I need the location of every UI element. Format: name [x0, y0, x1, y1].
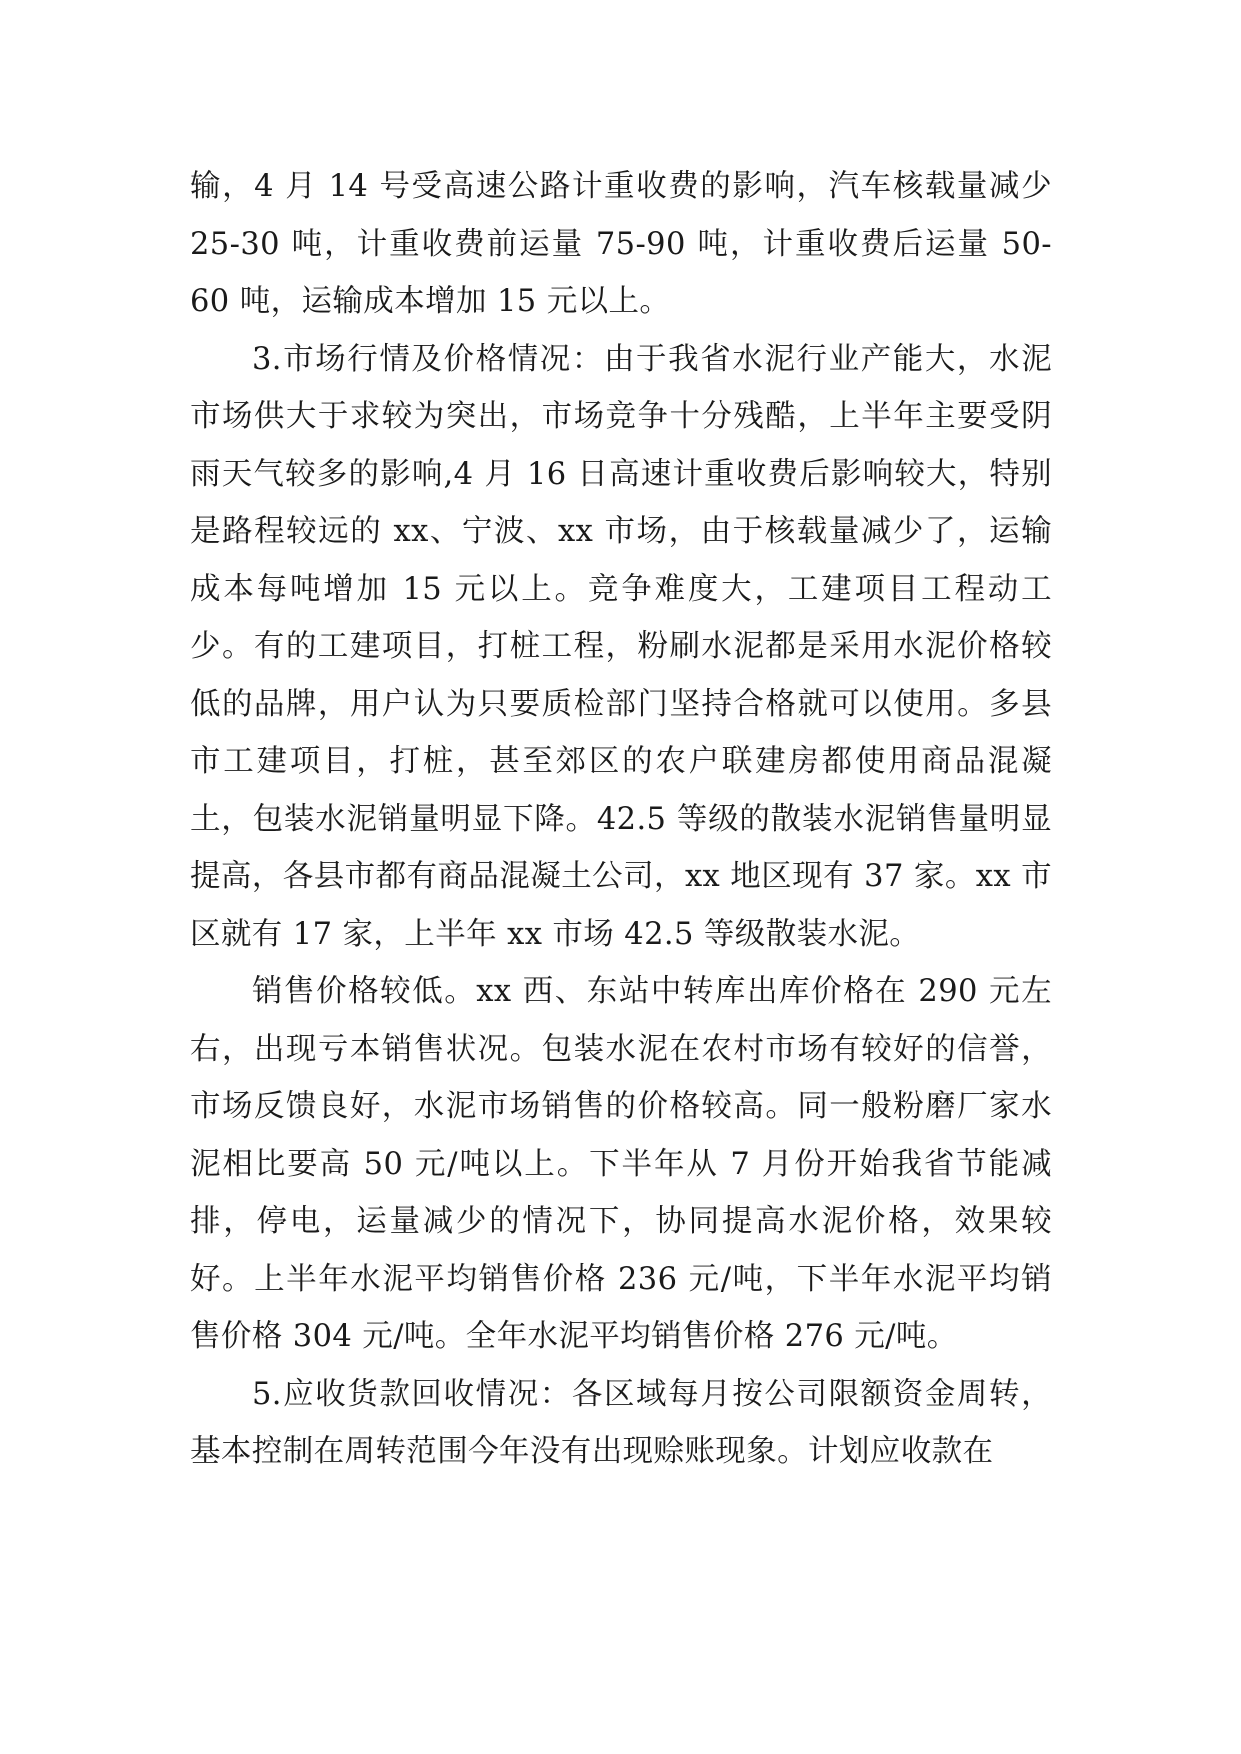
paragraph-transport-cost: 输，4 月 14 号受高速公路计重收费的影响，汽车核载量减少 25-30 吨，计重收费前运量 75-90 吨，计重收费后运量 50-60 吨，运输成本增加 15 元以上。: [190, 169, 1052, 319]
paragraph-receivables: 5.应收货款回收情况：各区域每月按公司限额资金周转，基本控制在周转范围今年没有出现赊账现象。计划应收款在: [190, 1376, 1052, 1469]
paragraph-sales-price: 销售价格较低。xx 西、东站中转库出库价格在 290 元左右，出现亏本销售状况。包装水泥在农村市场有较好的信誉，市场反馈良好，水泥市场销售的价格较高。同一般粉磨厂家水泥相比要高 50 元/吨以上。下半年从 7 月份开始我省节能减排，停电，运量减少的情况下，协同提高水泥价格，效果较好。上半年水泥平均销售价格 236 元/吨，下半年水泥平均销售价格 304 元/吨。全年水泥平均销售价格 276 元/吨。: [190, 974, 1052, 1354]
document-body: [190, 158, 1052, 1481]
paragraph-market-price: 3.市场行情及价格情况：由于我省水泥行业产能大，水泥市场供大于求较为突出，市场竞争十分残酷，上半年主要受阴雨天气较多的影响,4 月 16 日高速计重收费后影响较大，特别是路程较远的 xx、宁波、xx 市场，由于核载量减少了，运输成本每吨增加 15 元以上。竞争难度大，工建项目工程动工少。有的工建项目，打桩工程，粉刷水泥都是采用水泥价格较低的品牌，用户认为只要质检部门坚持合格就可以使用。多县市工建项目，打桩，甚至郊区的农户联建房都使用商品混凝土，包装水泥销量明显下降。42.5 等级的散装水泥销售量明显提高，各县市都有商品混凝土公司，xx 地区现有 37 家。xx 市区就有 17 家，上半年 xx 市场 42.5 等级散装水泥。: [190, 341, 1052, 952]
